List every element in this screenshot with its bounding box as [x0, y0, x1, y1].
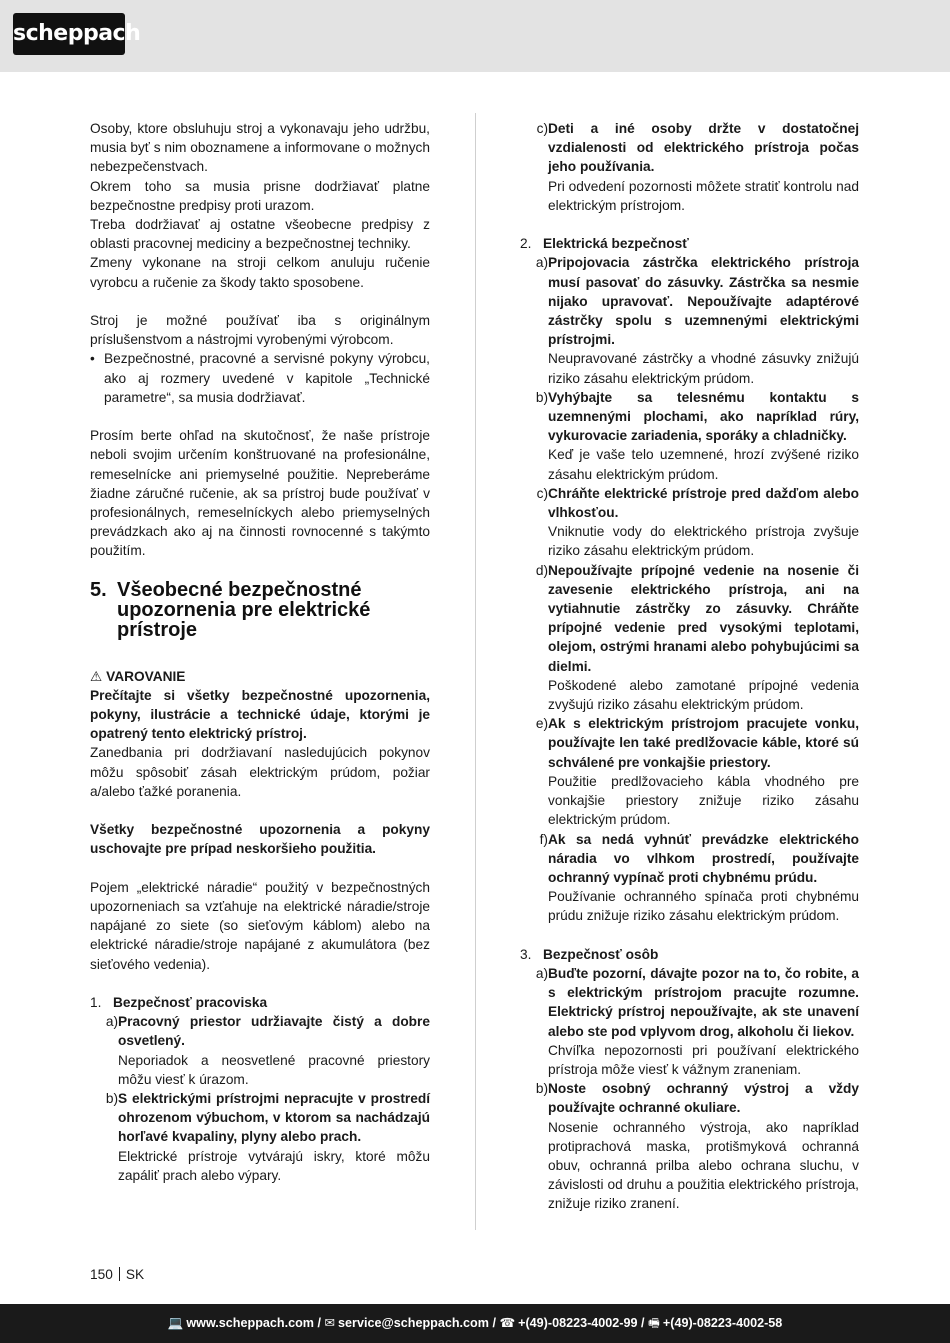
list-item: [520, 119, 859, 215]
item-title: Ak s elektrickým prístrojom pracujete vonku, používajte len také predlžovacie káble, ktoré sú schválené pre vonkajšie priestory.: [548, 716, 859, 770]
left-column: [90, 119, 430, 1185]
item-text: Neupravované zástrčky a vhodné zásuvky znižujú riziko zásahu elektrickým prúdom.: [548, 351, 859, 386]
paragraph: Treba dodržiavať aj ostatne všeobecne predpisy z oblasti pracovnej mediciny a bezpečnostnej techniky.: [90, 217, 430, 252]
column-divider: [475, 113, 476, 1230]
scheppach-logo: scheppach: [13, 13, 125, 55]
item-mark: b): [535, 389, 548, 405]
item-text: Elektrické prístroje vytvárajú iskry, ktoré môžu zapáliť prach alebo výpary.: [118, 1148, 430, 1183]
item-text: Pri odvedení pozornosti môžete stratiť kontrolu nad elektrickým prístrojom.: [548, 178, 859, 213]
computer-icon: 💻: [167, 1316, 184, 1330]
right-column: [520, 119, 859, 1214]
paragraph: Osoby, ktore obsluhuju stroj a vykonavaju jeho udržbu, musia byť s nim oboznamene a informovane o možnych nebezpečenstvach.: [90, 121, 430, 175]
footer-phone[interactable]: +(49)-08223-4002-99: [518, 1316, 638, 1330]
subsection-heading: [90, 993, 430, 1012]
list-item: [520, 388, 859, 484]
footer-email[interactable]: service@scheppach.com: [338, 1316, 489, 1330]
paragraph: Stroj je možné používať iba s originálnym príslušenstvom a nástrojmi vyrobenými výrobcom.: [90, 313, 430, 348]
mail-icon: ✉: [324, 1316, 336, 1330]
paragraph: Zmeny vykonane na stroji celkom anuluju ručenie vyrobcu a ručenie za škody takto sposobene.: [90, 255, 430, 290]
subsection-title: Bezpečnosť pracoviska: [113, 995, 268, 1011]
item-mark: a): [535, 965, 548, 981]
fax-icon: 🖷: [648, 1316, 660, 1330]
warning-bold-text: Prečítajte si všetky bezpečnostné upozornenia, pokyny, ilustrácie a technické údaje, ktorými je opatrený tento elektrický prístroj.: [90, 687, 430, 742]
warning-text: Zanedbania pri dodržiavaní nasledujúcich pokynov môžu spôsobiť zásah elektrickým prúdom, požiar a/alebo ťažké poranenia.: [90, 745, 430, 799]
item-title: Buďte pozorní, dávajte pozor na to, čo robite, a s elektrickým prístrojom pracujte rozumne. Elektrický prístroj nepoužívajte, ak ste unavení alebo ste pod vplyvom drog, alkoholu či liekov.: [548, 965, 859, 1039]
subsection-number: 3.: [520, 946, 532, 962]
warning-label: VAROVANIE: [106, 668, 186, 684]
item-title: Deti a iné osoby držte v dostatočnej vzdialenosti od elektrického prístroja počas jeho používania.: [548, 121, 859, 175]
item-text: Nosenie ochranného výstroja, ako napríklad protiprachová maska, protišmyková ochranná obuv, ochranná prilba alebo ochrana sluchu, v závislosti od druhu a použitia elektrického prístroja, znižuje riziko zranení.: [548, 1119, 859, 1212]
section-number: 5.: [90, 578, 107, 601]
item-title: Nepoužívajte prípojné vedenie na nosenie či zavesenie elektrického prístroja, ani na vytiahnutie zástrčky zo zásuvky. Chráňte prípojné vedenie pred vysokými teplotami, olejom, ostrými hranami alebo pohybujúcimi sa dielmi.: [548, 562, 859, 674]
bullet-item: [90, 349, 430, 407]
item-mark: d): [535, 562, 548, 578]
item-title: Noste osobný ochranný výstroj a vždy používajte ochranné okuliare.: [548, 1081, 859, 1116]
list-item: [520, 253, 859, 387]
keep-instructions-text: Všetky bezpečnostné upozornenia a pokyny uschovajte pre prípad neskoršieho použitia.: [90, 822, 430, 857]
item-mark: e): [535, 716, 548, 732]
item-text: Vniknutie vody do elektrického prístroja zvyšuje riziko zásahu elektrickým prúdom.: [548, 524, 859, 559]
header-band: [0, 0, 950, 72]
item-title: Ak sa nedá vyhnúť prevádzke elektrického náradia vo vlhkom prostredí, používajte ochranný vypínač proti chybnému prúdu.: [548, 831, 859, 885]
phone-icon: ☎: [499, 1316, 516, 1330]
footer-separator: /: [317, 1316, 321, 1330]
subsection-heading: [520, 234, 859, 253]
bullet-mark: •: [90, 351, 95, 367]
list-item: [520, 561, 859, 715]
subsection-heading: [520, 945, 859, 964]
item-mark: f): [539, 831, 548, 847]
item-mark: a): [535, 255, 548, 271]
paragraph: Prosím berte ohľad na skutočnosť, že naše prístroje neboli svojim určením konštruované na profesionálne, remeselnícke ani priemyselné použitie. Nepreberáme žiadne záručné ručenie, ak sa prístroj bude používať v profesionálnych, remeselníckych alebo priemyselných prevádzkach ako aj na činnosti rovnocenné s takýmto použitím.: [90, 428, 430, 559]
page-language: SK: [125, 1267, 145, 1282]
item-title: S elektrickými prístrojmi nepracujte v prostredí ohrozenom výbuchom, v ktorom sa nachádzajú horľavé kvapaliny, plyny alebo prach.: [118, 1091, 430, 1145]
subsection-number: 1.: [90, 995, 102, 1011]
item-title: Pracovný priestor udržiavajte čistý a dobre osvetlený.: [118, 1014, 430, 1049]
warning-heading: [90, 667, 430, 686]
footer-fax: +(49)-08223-4002-58: [662, 1316, 783, 1330]
item-mark: c): [536, 121, 548, 136]
item-mark: a): [105, 1014, 118, 1030]
item-mark: b): [105, 1091, 118, 1107]
section-title: Všeobecné bezpečnostné upozornenia pre elektrické prístroje: [117, 578, 371, 641]
item-title: Pripojovacia zástrčka elektrického prístroja musí pasovať do zásuvky. Zástrčka sa nesmie nijako upravovať. Nepoužívajte adaptérové zástrčky spolu s uzemnenými elektrickými prístrojmi.: [548, 255, 859, 348]
page-number: [90, 1265, 144, 1284]
item-text: Chvíľka nepozornosti pri používaní elektrického prístroja môže viesť k vážnym zraneniam.: [548, 1042, 859, 1077]
list-item: [520, 714, 859, 829]
paragraph: Okrem toho sa musia prisne dodržiavať platne bezpečnostne predpisy proti urazom.: [90, 178, 430, 213]
item-text: Použitie predlžovacieho kábla vhodného pre vonkajšie priestory znižuje riziko zásahu elektrickým prúdom.: [548, 773, 859, 828]
list-item: [520, 964, 859, 1079]
item-text: Neporiadok a neosvetlené pracovné priestory môžu viesť k úrazom.: [118, 1052, 430, 1087]
footer-band: [0, 1304, 950, 1343]
warning-icon: ⚠: [90, 668, 103, 684]
footer-separator: /: [641, 1316, 645, 1330]
page-separator: [119, 1267, 120, 1281]
item-text: Poškodené alebo zamotané prípojné vedenia zvyšujú riziko zásahu elektrickým prúdom.: [548, 677, 859, 713]
list-item: [90, 1089, 430, 1185]
item-text: Keď je vaše telo uzemnené, hrozí zvýšené riziko zásahu elektrickým prúdom.: [548, 447, 859, 482]
page-number-value: 150: [90, 1267, 113, 1282]
footer-separator: /: [492, 1316, 496, 1330]
list-item: [520, 484, 859, 561]
paragraph: Pojem „elektrické náradie“ použitý v bezpečnostných upozorneniach sa vzťahuje na elektrické náradie/stroje napájané zo siete (so sieťovým káblom) alebo na elektrické náradie/stroje napájané z akumulátora (bez sieťového vedenia).: [90, 879, 430, 972]
item-title: Chráňte elektrické prístroje pred dažďom alebo vlhkosťou.: [548, 485, 859, 521]
section-heading: [90, 580, 430, 640]
item-text: Používanie ochranného spínača proti chybnému prúdu znižuje riziko zásahu elektrickým prúdom.: [548, 889, 859, 924]
footer-website[interactable]: www.scheppach.com: [186, 1316, 314, 1330]
list-item: [90, 1012, 430, 1089]
subsection-title: Bezpečnosť osôb: [543, 946, 659, 962]
item-mark: c): [536, 485, 548, 501]
subsection-title: Elektrická bezpečnosť: [543, 236, 689, 252]
subsection-number: 2.: [520, 236, 532, 252]
item-mark: b): [535, 1081, 548, 1097]
list-item: [520, 830, 859, 926]
list-item: [520, 1079, 859, 1213]
bullet-text: Bezpečnostné, pracovné a servisné pokyny výrobcu, ako aj rozmery uvedené v kapitole „Technické parametre“, sa musia dodržiavať.: [104, 351, 430, 405]
item-title: Vyhýbajte sa telesnému kontaktu s uzemnenými plochami, ako napríklad rúry, vykurovacie zariadenia, sporáky a chladničky.: [548, 389, 859, 444]
